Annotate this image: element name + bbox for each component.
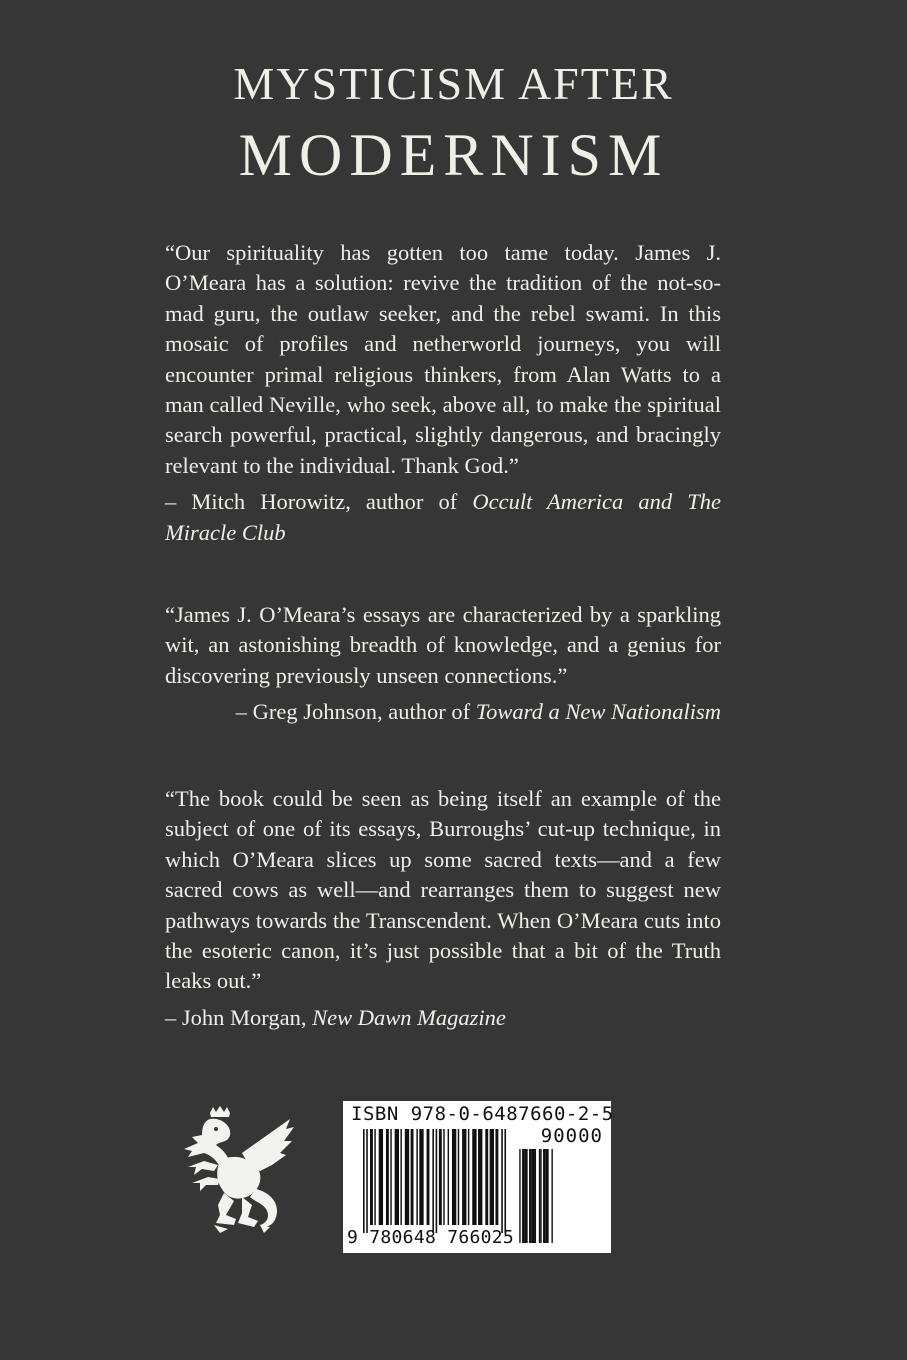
isbn-barcode [343, 1101, 614, 1253]
barcode-bar [532, 1149, 536, 1243]
barcode-bar [519, 1149, 520, 1243]
blurb-horowitz [165, 238, 721, 548]
barcode-bar [540, 1149, 541, 1243]
barcode-bar [495, 1129, 498, 1225]
barcode-bar [379, 1129, 383, 1225]
barcode-bar [419, 1129, 423, 1225]
price-code: 90000 [540, 1125, 603, 1147]
barcode-bar [546, 1149, 549, 1243]
blurb-quote: “Our spirituality has gotten too tame today. James J. O’Meara has a solution: revive the tradition of the not-so-mad guru, the outlaw seeker, and the rebel swami. In this mosaic of profiles and netherworld journeys, you will encounter primal religious thinkers, from Alan Watts to a man called Neville, who seek, above all, to make the spiritual search powerful, practical, slightly dangerous, and bracingly relevant to the individual. Thank God.” [165, 240, 721, 478]
barcode-bar [416, 1129, 417, 1225]
barcode-bar [370, 1129, 373, 1225]
barcode-bar [374, 1129, 375, 1225]
isbn-label: ISBN 978-0-6487660-2-5 [351, 1103, 614, 1125]
barcode-bar [485, 1129, 488, 1225]
barcode-bar [452, 1129, 456, 1225]
book-title-line-1: MYSTICISM AFTER [233, 58, 674, 109]
barcode-bar [458, 1129, 459, 1225]
attribution-source: Toward a New Nationalism [475, 699, 721, 725]
barcode-bar [543, 1149, 546, 1243]
barcode-bar [427, 1129, 430, 1225]
barcode-bar [551, 1149, 552, 1243]
barcode-bar [501, 1129, 503, 1233]
barcode-bar [400, 1129, 401, 1225]
barcode-bar [448, 1129, 449, 1225]
barcode-bar [443, 1129, 444, 1225]
blurb-johnson [165, 600, 721, 728]
barcode-bar [439, 1129, 442, 1225]
blurb-quote: “The book could be seen as being itself an example of the subject of one of its essays, Burroughs’ cut-up technique, in which O’Meara slices up some sacred texts—and a few sacred cows as well—and rearranges them to suggest new pathways towards the Transcendent. When O’Meara cuts into the esoteric canon, it’s just possible that a bit of the Truth leaks out.” [165, 786, 721, 994]
barcode-bar [525, 1149, 528, 1243]
barcode-bar [472, 1129, 476, 1225]
barcode-bar [395, 1129, 399, 1225]
attribution-author: – Mitch Horowitz, author of [165, 489, 473, 515]
book-title-line-2: MODERNISM [238, 122, 669, 188]
barcode-bar [436, 1129, 438, 1233]
crowned-dragon-icon [180, 1105, 300, 1245]
barcode-bar [522, 1149, 525, 1243]
barcode-bar [462, 1129, 466, 1225]
blurb-attribution [165, 1003, 721, 1033]
barcode-bar [490, 1129, 494, 1225]
barcode-bar [411, 1129, 414, 1225]
barcode-bar [386, 1129, 389, 1225]
blurb-quote: “James J. O’Meara’s essays are characterized by a sparkling wit, an astonishing breadth of knowledge, and a genius for discovering previously unseen connections.” [165, 602, 721, 688]
barcode-bar [504, 1129, 506, 1233]
blurb-attribution [165, 487, 721, 548]
barcode-bar [405, 1129, 409, 1225]
attribution-author: – John Morgan, [165, 1004, 313, 1030]
barcode-bar [468, 1129, 469, 1225]
attribution-source: Occult America and The Miracle Club [165, 489, 721, 545]
attribution-author: – Greg Johnson, author of [235, 699, 476, 725]
barcode-bar [363, 1129, 365, 1233]
barcode-bar [390, 1129, 391, 1225]
blurb-morgan [165, 784, 721, 1033]
barcode-bar [529, 1149, 532, 1243]
attribution-source: New Dawn Magazine [312, 1004, 506, 1030]
ean-digits: 9 780648 766025 [347, 1227, 515, 1248]
barcode-bar [539, 1149, 540, 1243]
barcode-bar [432, 1129, 434, 1233]
barcode-bar [366, 1129, 368, 1233]
barcode-bar [478, 1129, 482, 1225]
blurb-attribution [165, 697, 721, 727]
